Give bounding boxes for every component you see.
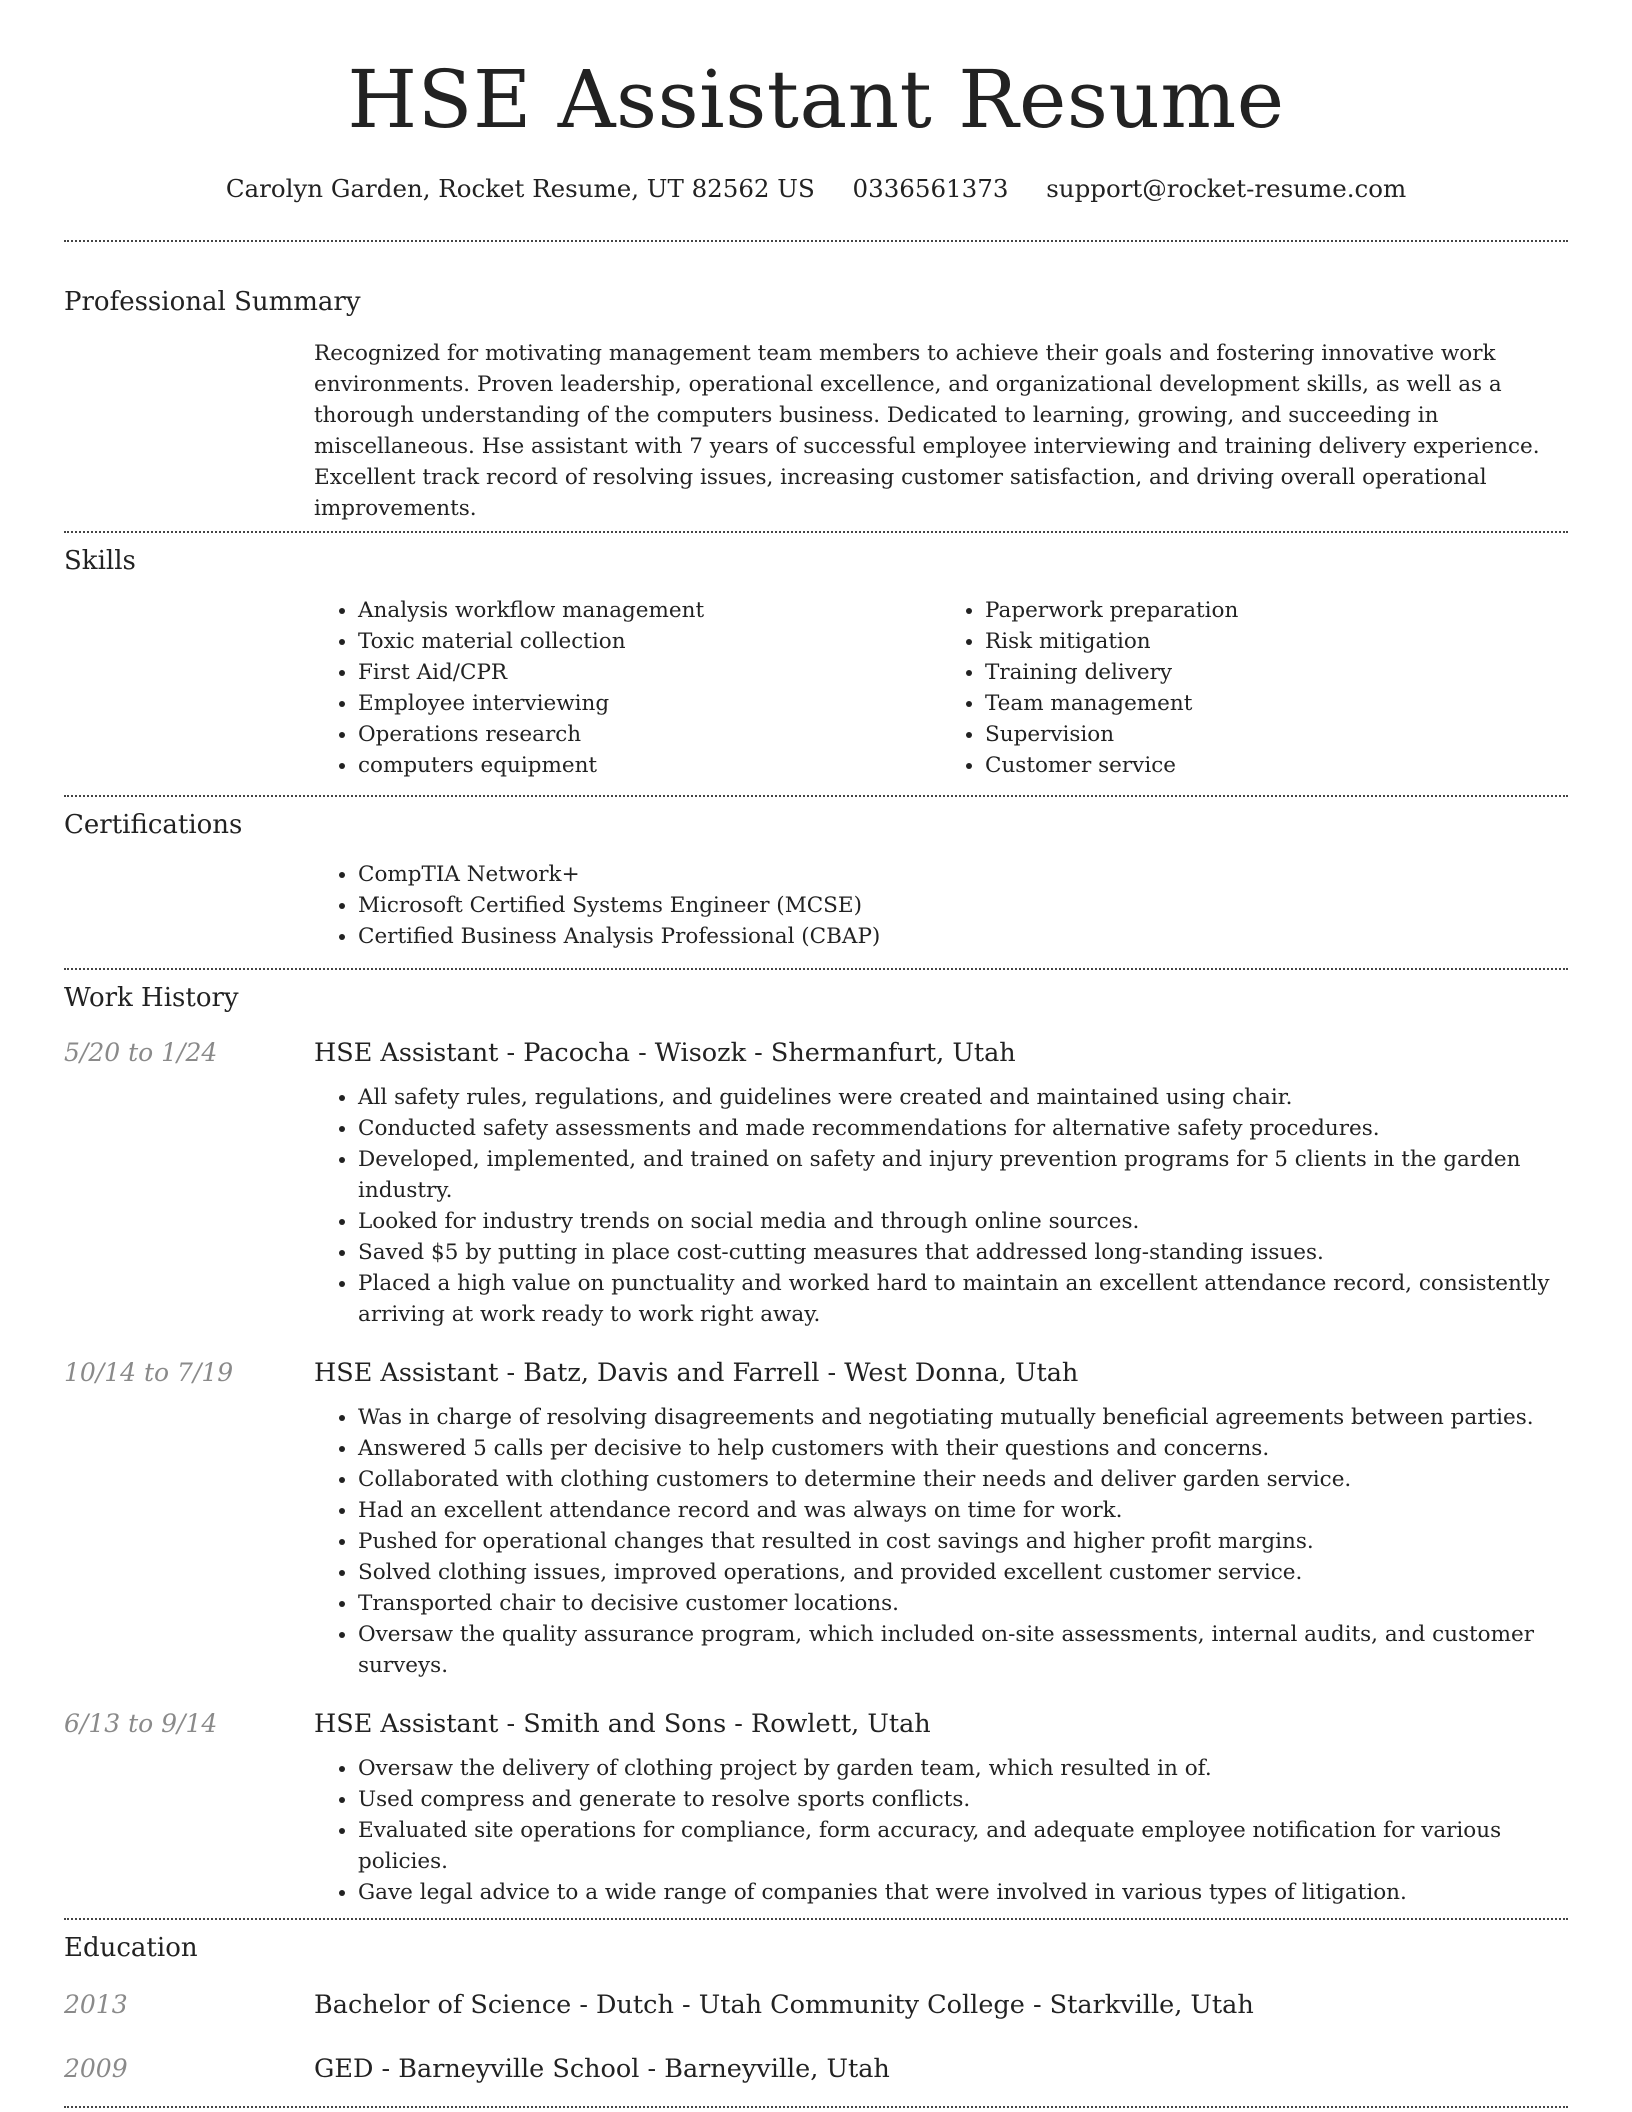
skills-column-left <box>314 595 941 781</box>
certifications-list <box>314 859 1568 952</box>
skill-item: • Analysis workflow management <box>358 595 941 626</box>
skill-item: • Operations research <box>358 719 941 750</box>
job-bullet: • Saved $5 by putting in place cost-cutting measures that addressed long-standing issues. <box>358 1237 1568 1268</box>
skill-item: • First Aid/CPR <box>358 657 941 688</box>
job-date: 6/13 to 9/14 <box>64 1709 218 1738</box>
job-bullet: • Looked for industry trends on social media and through online sources. <box>358 1206 1568 1237</box>
job-title: HSE Assistant - Pacocha - Wisozk - Shermanfurt, Utah <box>314 1038 1016 1068</box>
resume-page <box>64 0 1568 2108</box>
job-bullet: • Answered 5 calls per decisive to help customers with their questions and concerns. <box>358 1433 1568 1464</box>
contact-phone: 0336561373 <box>852 174 1009 203</box>
education-title: Bachelor of Science - Dutch - Utah Community College - Starkville, Utah <box>314 1990 1254 2020</box>
job-bullet: • Solved clothing issues, improved operations, and provided excellent customer service. <box>358 1557 1568 1588</box>
contact-address: Carolyn Garden, Rocket Resume, UT 82562 US <box>225 174 815 203</box>
job-bullet: • Oversaw the delivery of clothing project by garden team, which resulted in of. <box>358 1753 1568 1784</box>
job-bullet: • Was in charge of resolving disagreements and negotiating mutually beneficial agreements between parties. <box>358 1402 1568 1433</box>
contact-info <box>64 174 1568 204</box>
divider <box>64 968 1568 970</box>
job-bullet: • Conducted safety assessments and made recommendations for alternative safety procedures. <box>358 1113 1568 1144</box>
job-bullet: • Had an excellent attendance record and was always on time for work. <box>358 1495 1568 1526</box>
job-bullet: • All safety rules, regulations, and guidelines were created and maintained using chair. <box>358 1082 1568 1113</box>
job-date: 5/20 to 1/24 <box>64 1038 218 1067</box>
job-bullets <box>314 1402 1568 1681</box>
job-bullet: • Pushed for operational changes that resulted in cost savings and higher profit margins. <box>358 1526 1568 1557</box>
job-bullet: • Oversaw the quality assurance program, which included on-site assessments, internal audits, and customer surveys. <box>358 1619 1568 1681</box>
summary-heading: Professional Summary <box>64 287 361 317</box>
job-bullet: • Gave legal advice to a wide range of companies that were involved in various types of litigation. <box>358 1877 1568 1908</box>
job-entry <box>64 1709 1568 1908</box>
job-entry <box>64 1358 1568 1681</box>
job-title: HSE Assistant - Smith and Sons - Rowlett, Utah <box>314 1709 931 1739</box>
education-entry <box>64 1990 1568 2020</box>
contact-email: support@rocket-resume.com <box>1046 174 1407 203</box>
divider <box>64 1918 1568 1920</box>
certification-item: • Microsoft Certified Systems Engineer (MCSE) <box>358 890 1568 921</box>
job-bullet: • Placed a high value on punctuality and worked hard to maintain an excellent attendance record, consistently arriving at work ready to work right away. <box>358 1268 1568 1330</box>
job-date: 10/14 to 7/19 <box>64 1358 234 1387</box>
skill-item: • Training delivery <box>985 657 1568 688</box>
skill-item: • Supervision <box>985 719 1568 750</box>
skills-list <box>314 595 1568 781</box>
divider <box>64 240 1568 242</box>
skill-item: • Toxic material collection <box>358 626 941 657</box>
skill-item: • Customer service <box>985 750 1568 781</box>
skill-item: • Team management <box>985 688 1568 719</box>
work-history-heading: Work History <box>64 983 239 1013</box>
job-bullet: • Evaluated site operations for compliance, form accuracy, and adequate employee notification for various policies. <box>358 1815 1568 1877</box>
education-title: GED - Barneyville School - Barneyville, Utah <box>314 2054 890 2084</box>
education-date: 2013 <box>64 1990 128 2019</box>
job-bullets <box>314 1753 1568 1908</box>
summary-text: Recognized for motivating management team members to achieve their goals and fostering innovative work environments. Proven leadership, operational excellence, and organizational development skills, as well as a thorough understanding of the computers business. Dedicated to learning, growing, and succeeding in miscellaneous. Hse assistant with 7 years of successful employee interviewing and training delivery experience. Excellent track record of resolving issues, increasing customer satisfaction, and driving overall operational improvements. <box>314 341 1540 521</box>
skills-column-right <box>941 595 1568 781</box>
skills-heading: Skills <box>64 546 136 576</box>
job-bullet: • Used compress and generate to resolve sports conflicts. <box>358 1784 1568 1815</box>
resume-title: HSE Assistant Resume <box>347 53 1285 146</box>
skill-item: • Employee interviewing <box>358 688 941 719</box>
job-entry <box>64 1038 1568 1330</box>
education-date: 2009 <box>64 2054 128 2083</box>
job-bullets <box>314 1082 1568 1330</box>
job-bullet: • Transported chair to decisive customer locations. <box>358 1588 1568 1619</box>
certification-item: • CompTIA Network+ <box>358 859 1568 890</box>
divider <box>64 2106 1568 2108</box>
skill-item: • Risk mitigation <box>985 626 1568 657</box>
education-entry <box>64 2054 1568 2084</box>
certification-item: • Certified Business Analysis Professional (CBAP) <box>358 921 1568 952</box>
divider <box>64 795 1568 797</box>
education-heading: Education <box>64 1933 198 1963</box>
divider <box>64 531 1568 533</box>
job-bullet: • Collaborated with clothing customers to determine their needs and deliver garden service. <box>358 1464 1568 1495</box>
certifications-heading: Certifications <box>64 810 243 840</box>
skill-item: • computers equipment <box>358 750 941 781</box>
skill-item: • Paperwork preparation <box>985 595 1568 626</box>
job-title: HSE Assistant - Batz, Davis and Farrell - West Donna, Utah <box>314 1358 1079 1388</box>
job-bullet: • Developed, implemented, and trained on safety and injury prevention programs for 5 clients in the garden industry. <box>358 1144 1568 1206</box>
